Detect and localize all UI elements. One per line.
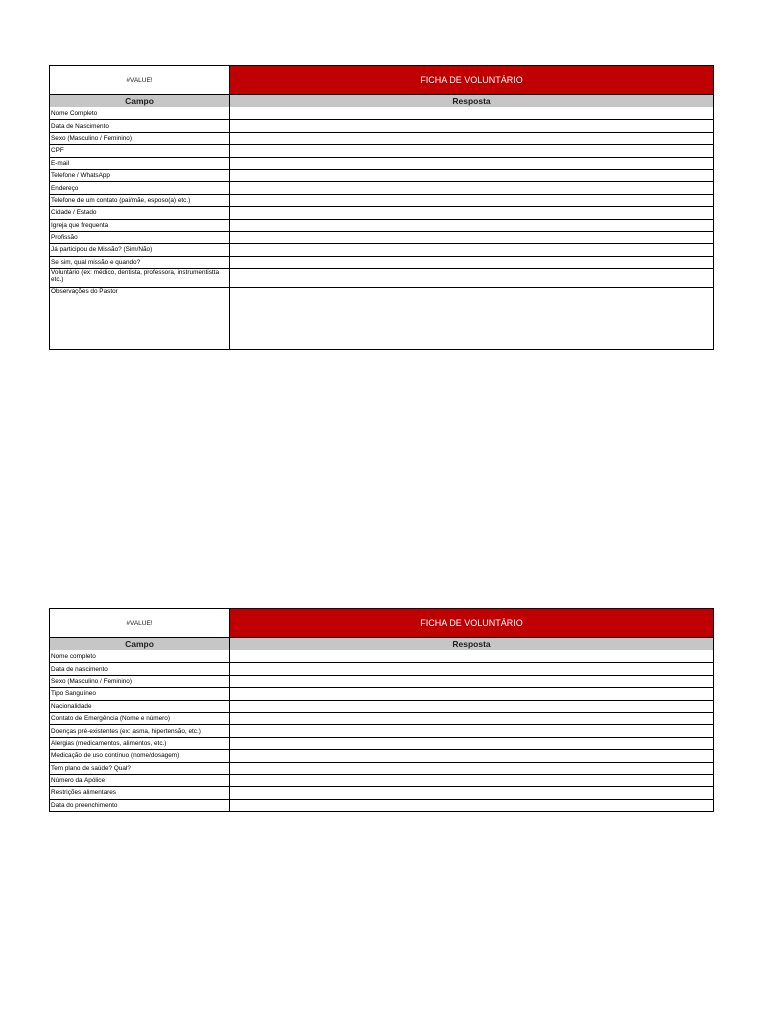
field-row xyxy=(50,737,713,749)
field-label: Data de Nascimento xyxy=(50,120,230,131)
field-label: Tipo Sanguíneo xyxy=(50,688,230,699)
title-row xyxy=(50,66,713,94)
field-label: Sexo (Masculino / Feminino) xyxy=(50,676,230,687)
answer-cell[interactable] xyxy=(230,288,713,349)
field-row xyxy=(50,194,713,206)
field-row xyxy=(50,675,713,687)
field-label: Data do preenchimento xyxy=(50,800,230,811)
answer-cell[interactable] xyxy=(230,257,713,268)
field-label: Telefone / WhatsApp xyxy=(50,170,230,181)
field-row xyxy=(50,268,713,287)
answer-cell[interactable] xyxy=(230,725,713,736)
field-row xyxy=(50,219,713,231)
field-label: Restrições alimentares xyxy=(50,787,230,798)
field-label: Se sim, qual missão e quando? xyxy=(50,257,230,268)
title-row xyxy=(50,609,713,637)
answer-cell[interactable] xyxy=(230,170,713,181)
answer-cell[interactable] xyxy=(230,787,713,798)
field-row xyxy=(50,724,713,736)
field-row xyxy=(50,107,713,119)
field-row xyxy=(50,231,713,243)
field-label: E-mail xyxy=(50,158,230,169)
field-label: Endereço xyxy=(50,182,230,193)
answer-cell[interactable] xyxy=(230,800,713,811)
answer-cell[interactable] xyxy=(230,195,713,206)
field-label: Profissão xyxy=(50,232,230,243)
column-header-answer: Resposta xyxy=(452,96,491,106)
answer-cell[interactable] xyxy=(230,650,713,662)
answer-cell[interactable] xyxy=(230,120,713,131)
field-row xyxy=(50,243,713,255)
logo-cell: #VALUE! xyxy=(50,609,230,637)
answer-cell[interactable] xyxy=(230,701,713,712)
field-row xyxy=(50,157,713,169)
form-rows xyxy=(50,107,713,349)
answer-cell[interactable] xyxy=(230,713,713,724)
field-row xyxy=(50,144,713,156)
field-row xyxy=(50,774,713,786)
field-row xyxy=(50,799,713,811)
field-label: Contato de Emergência (Nome e número) xyxy=(50,713,230,724)
column-header-field: Campo xyxy=(50,95,230,107)
field-label: Igreja que frequenta xyxy=(50,220,230,231)
field-label: Nome Completo xyxy=(50,107,230,119)
field-label: Cidade / Estado xyxy=(50,207,230,218)
form-rows xyxy=(50,650,713,811)
field-row xyxy=(50,749,713,761)
field-row xyxy=(50,169,713,181)
field-row xyxy=(50,206,713,218)
field-row xyxy=(50,700,713,712)
field-label: Telefone de um contato (pai/mãe, esposo(a) etc.) xyxy=(50,195,230,206)
answer-cell[interactable] xyxy=(230,738,713,749)
field-row xyxy=(50,287,713,349)
field-row xyxy=(50,712,713,724)
field-label: Doenças pré-existentes (ex: asma, hipertensão, etc.) xyxy=(50,725,230,736)
answer-cell[interactable] xyxy=(230,688,713,699)
answer-cell[interactable] xyxy=(230,750,713,761)
answer-cell[interactable] xyxy=(230,244,713,255)
field-row xyxy=(50,650,713,662)
answer-cell[interactable] xyxy=(230,763,713,774)
field-label: Sexo (Masculino / Feminino) xyxy=(50,133,230,144)
volunteer-form-sheet-1 xyxy=(49,65,714,350)
field-label: Alergias (medicamentos, alimentos, etc.) xyxy=(50,738,230,749)
answer-cell[interactable] xyxy=(230,182,713,193)
answer-cell[interactable] xyxy=(230,107,713,119)
answer-cell[interactable] xyxy=(230,145,713,156)
logo-cell: #VALUE! xyxy=(50,66,230,94)
field-label: Já participou de Missão? (Sim/Não) xyxy=(50,244,230,255)
field-label: Data de nascimento xyxy=(50,663,230,674)
field-label: Tem plano de saúde? Qual? xyxy=(50,763,230,774)
field-label: Nacionalidade xyxy=(50,701,230,712)
field-row xyxy=(50,132,713,144)
form-title: FICHA DE VOLUNTÁRIO xyxy=(230,609,713,637)
answer-cell[interactable] xyxy=(230,663,713,674)
answer-cell[interactable] xyxy=(230,207,713,218)
field-row xyxy=(50,662,713,674)
header-row xyxy=(50,637,713,650)
column-header-field: Campo xyxy=(50,638,230,650)
field-row xyxy=(50,119,713,131)
answer-cell[interactable] xyxy=(230,220,713,231)
field-row xyxy=(50,786,713,798)
answer-cell[interactable] xyxy=(230,158,713,169)
field-label: Número da Apólice xyxy=(50,775,230,786)
answer-cell[interactable] xyxy=(230,269,713,287)
answer-cell[interactable] xyxy=(230,133,713,144)
column-header-answer: Resposta xyxy=(452,639,491,649)
answer-cell[interactable] xyxy=(230,676,713,687)
volunteer-form-sheet-2 xyxy=(49,608,714,812)
answer-cell[interactable] xyxy=(230,232,713,243)
answer-cell[interactable] xyxy=(230,775,713,786)
field-label: Nome completo xyxy=(50,650,230,662)
field-label: Medicação de uso contínuo (nome/dosagem) xyxy=(50,750,230,761)
form-title: FICHA DE VOLUNTÁRIO xyxy=(230,66,713,94)
field-row xyxy=(50,687,713,699)
field-row xyxy=(50,181,713,193)
field-row xyxy=(50,762,713,774)
field-label: Observações do Pastor xyxy=(50,288,230,349)
header-row xyxy=(50,94,713,107)
field-label: CPF xyxy=(50,145,230,156)
field-label: Voluntário (ex: médico, dentista, professora, instrumentistta etc.) xyxy=(50,269,230,287)
field-row xyxy=(50,256,713,268)
